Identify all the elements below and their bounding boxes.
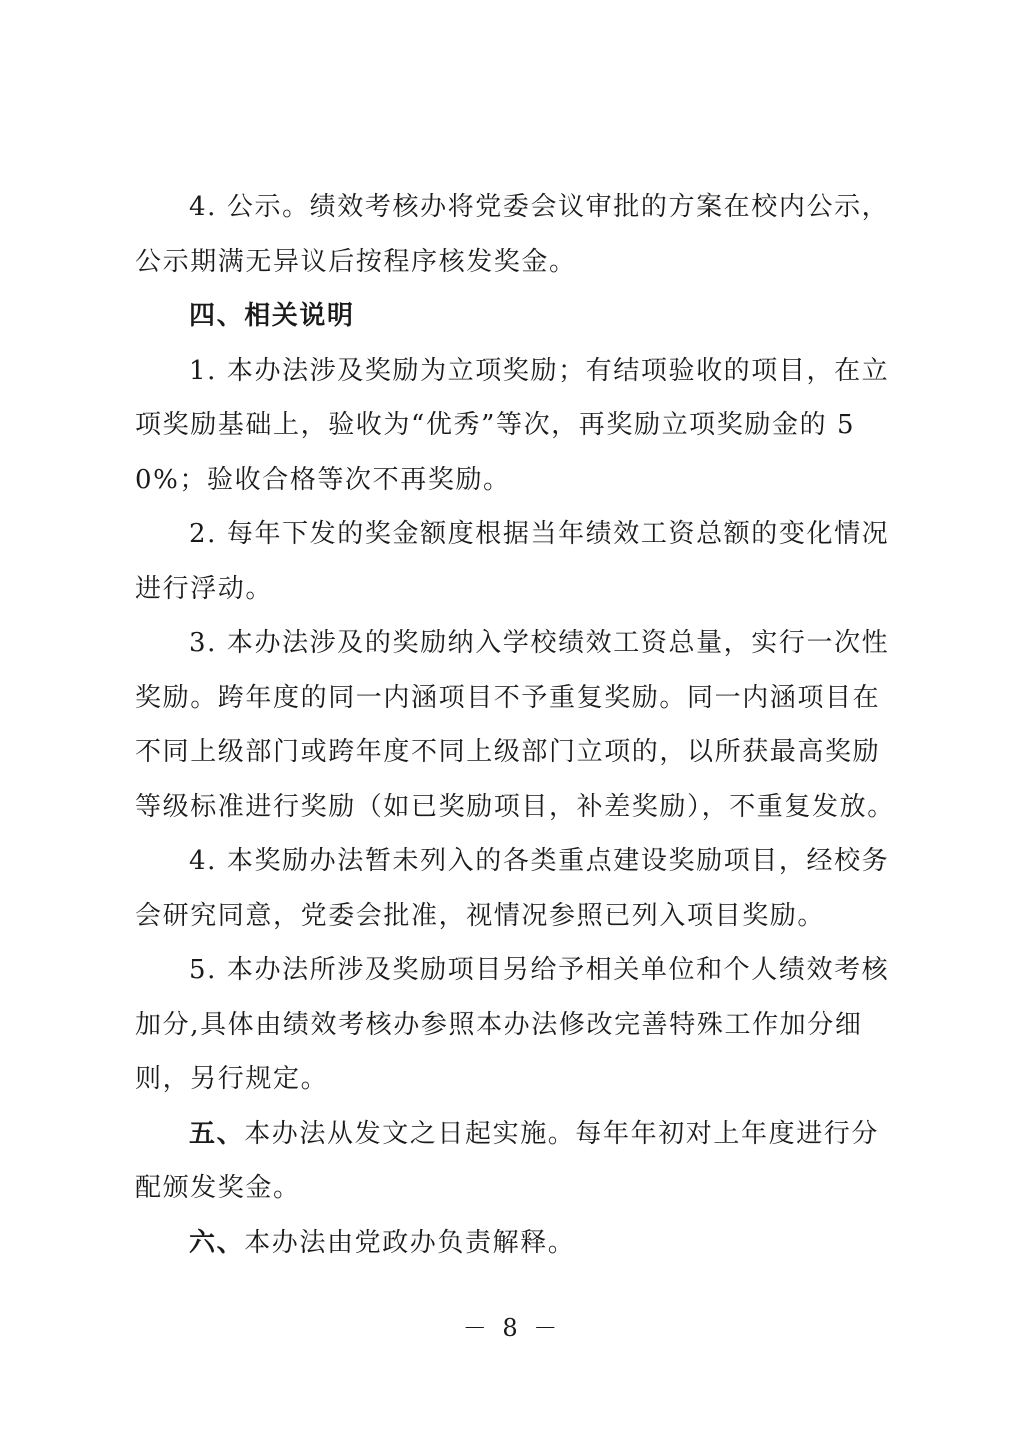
- section-five-text: 本办法从发文之日起实施。每年年初对上年度进行分配颁发奖金。: [135, 1118, 880, 1203]
- section-six-label: 六、: [189, 1227, 245, 1258]
- section-six-interpretation: [135, 1216, 895, 1271]
- paragraph-publicity: 4. 公示。绩效考核办将党委会议审批的方案在校内公示，公示期满无异议后按程序核发奖金。: [135, 192, 890, 277]
- page-number: － 8 －: [462, 1314, 562, 1342]
- section-six-text: 本办法由党政办负责解释。: [244, 1227, 576, 1258]
- section-five-label: 五、: [189, 1118, 245, 1149]
- document-body: [135, 180, 895, 1270]
- note-item-5: 5. 本办法所涉及奖励项目另给予相关单位和个人绩效考核加分,具体由绩效考核办参照本办法修改完善特殊工作加分细则，另行规定。: [135, 955, 890, 1094]
- note-item-1: 1. 本办法涉及奖励为立项奖励；有结项验收的项目，在立项奖励基础上，验收为“优秀”等次，再奖励立项奖励金的 50%；验收合格等次不再奖励。: [135, 355, 890, 495]
- note-item-2: 2. 每年下发的奖金额度根据当年绩效工资总额的变化情况进行浮动。: [135, 519, 890, 604]
- note-item-4: 4. 本奖励办法暂未列入的各类重点建设奖励项目，经校务会研究同意，党委会批准，视情况参照已列入项目奖励。: [135, 846, 890, 931]
- note-item-3: 3. 本办法涉及的奖励纳入学校绩效工资总量，实行一次性奖励。跨年度的同一内涵项目不予重复奖励。同一内涵项目在不同上级部门或跨年度不同上级部门立项的，以所获最高奖励等级标准进行奖励（如已奖励项目，补差奖励），不重复发放。: [135, 628, 895, 822]
- section-heading-related-notes: 四、相关说明: [189, 301, 355, 331]
- section-five-effective-date: [135, 1107, 895, 1216]
